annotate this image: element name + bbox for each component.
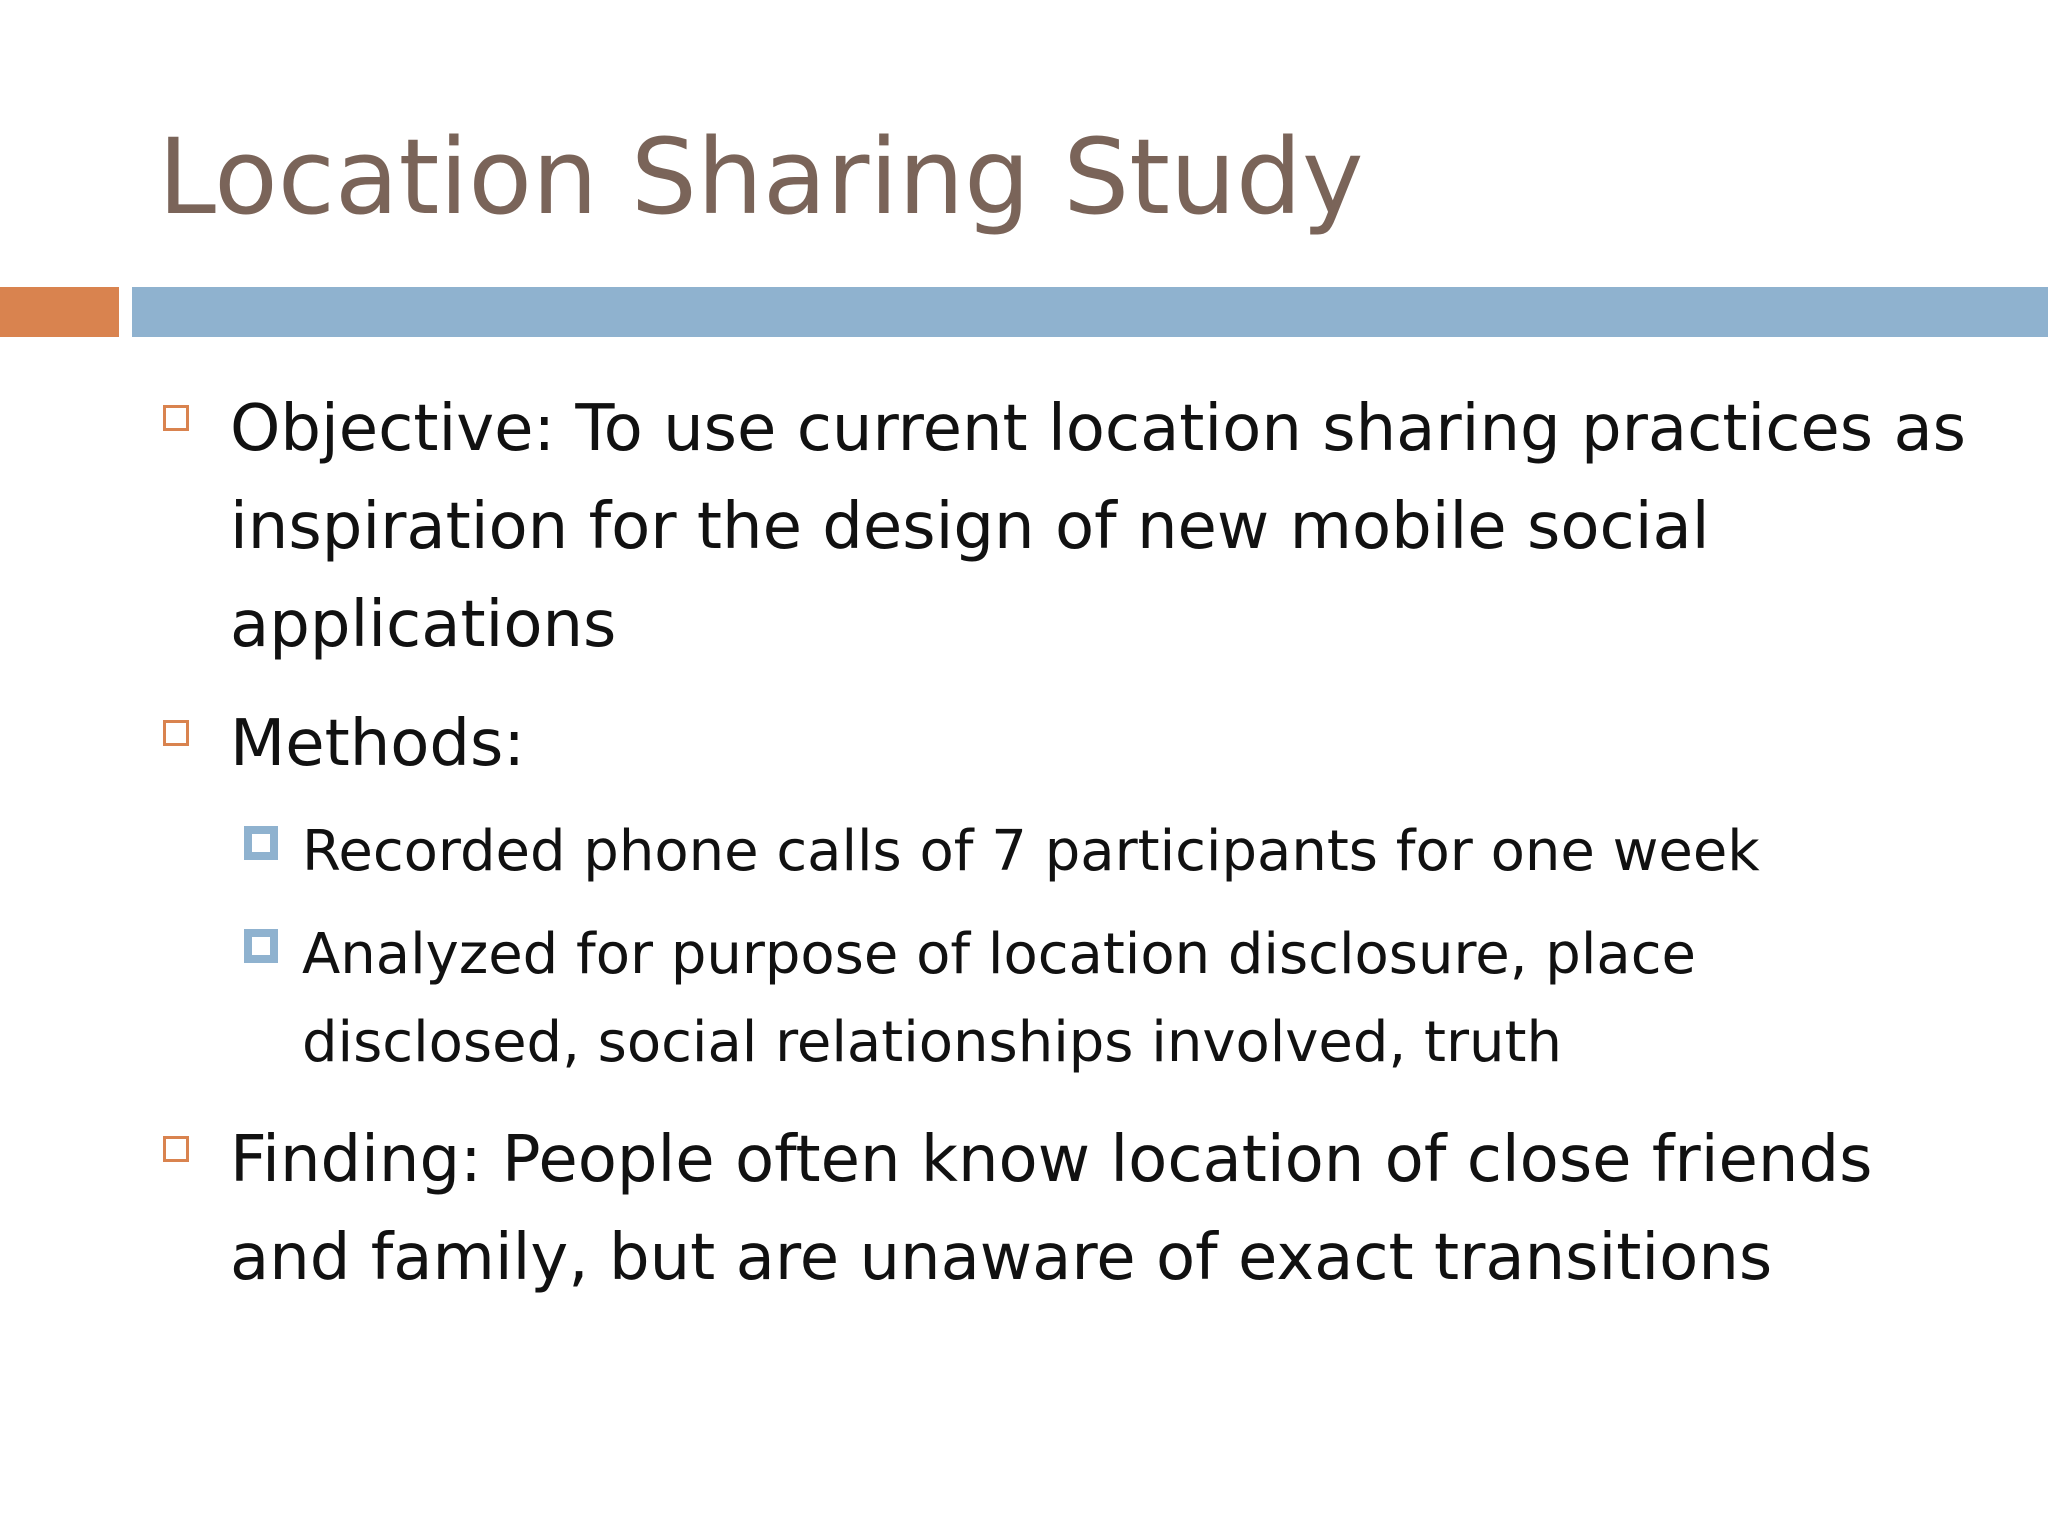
square-bullet-icon [163, 405, 189, 431]
filled-square-bullet-icon [244, 826, 278, 860]
bullet-objective: Objective: To use current location sharing practices as inspiration for the design of new mobile social applications [230, 392, 1966, 662]
slide-title: Location Sharing Study [158, 116, 1364, 238]
sub-bullet-recorded-calls: Recorded phone calls of 7 participants for one week [302, 819, 1760, 884]
bullet-methods: Methods: [230, 707, 525, 781]
square-bullet-icon [163, 720, 189, 746]
sub-bullet-analyzed: Analyzed for purpose of location disclosure, place disclosed, social relationships involved, truth [302, 922, 1696, 1075]
title-accent-bar-blue [132, 287, 2048, 337]
bullet-finding: Finding: People often know location of close friends and family, but are unaware of exact transitions [230, 1123, 1873, 1295]
title-accent-bar-orange [0, 287, 119, 337]
square-bullet-icon [163, 1136, 189, 1162]
filled-square-bullet-icon [244, 929, 278, 963]
